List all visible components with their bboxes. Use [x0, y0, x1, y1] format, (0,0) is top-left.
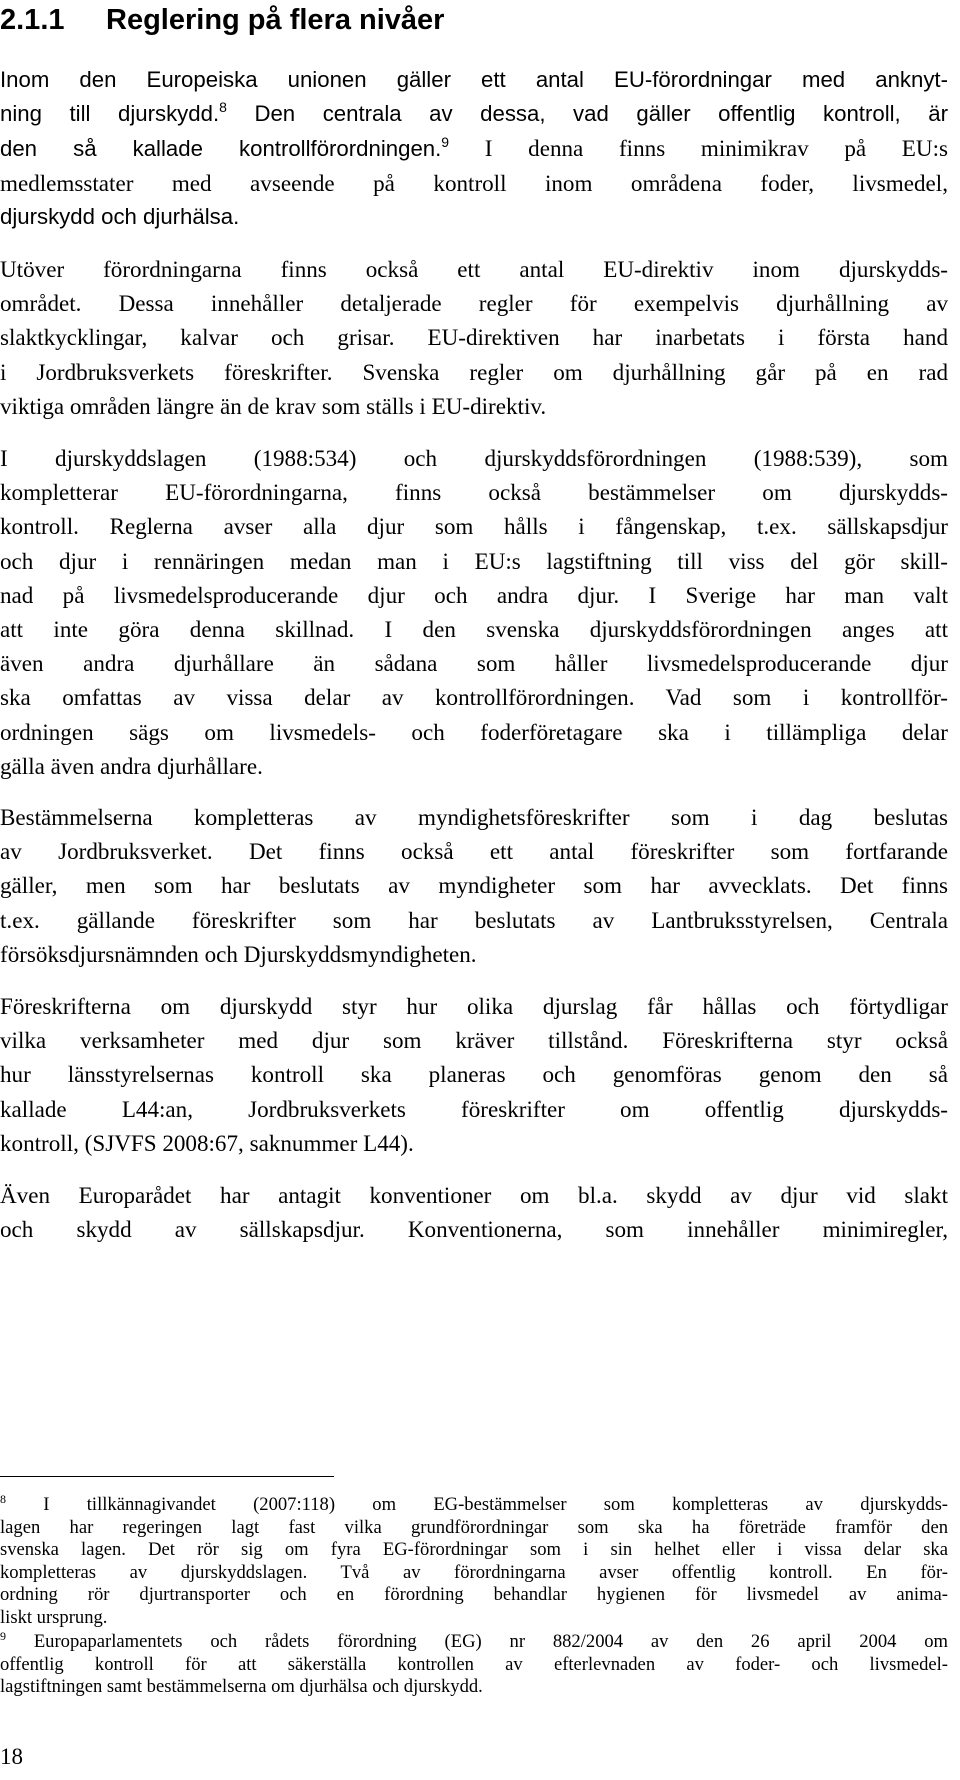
text-line: gälla även andra djurhållare. — [0, 752, 263, 779]
footnote-9 — [0, 1631, 948, 1699]
text-line: och djur i rennäringen medan man i EU:s lagstiftning till viss del gör skill- — [0, 547, 948, 574]
text-line: kompletterar EU-förordningarna, finns också bestämmelser om djurskydds- — [0, 479, 948, 506]
text-line: Föreskrifterna om djurskydd styr hur olika djurslag får hållas och förtydligar — [0, 993, 948, 1019]
footnote-separator — [0, 1476, 334, 1477]
section-title: Reglering på flera nivåer — [106, 4, 445, 36]
text-line: av Jordbruksverket. Det finns också ett antal föreskrifter som fortfarande — [0, 838, 948, 865]
footnote-line: kompletteras av djurskyddslagen. Två av förordningarna avser offentlig kontroll. En för- — [0, 1561, 948, 1583]
text-line: ordningen sägs om livsmedels- och foderföretagare ska i tillämpliga delar — [0, 718, 948, 745]
paragraph-animal-welfare-act — [0, 441, 948, 783]
footnote-ref[interactable]: 8 — [219, 99, 227, 116]
footnote-number: 9 — [0, 1629, 6, 1643]
footnote-line: $^8$ I tillkännagivandet (2007:118) om EG-bestämmelser som kompletteras av djurskydds- — [0, 1492, 948, 1515]
section-heading — [0, 0, 444, 44]
text-line: medlemsstater med avseende på kontroll inom områdena foder, livsmedel, — [0, 169, 948, 196]
footnote-line: offentlig kontroll för att säkerställa kontrollen av efterlevnaden av foder- och livsmedel- — [0, 1653, 948, 1675]
paragraph-eu-regulations — [0, 63, 948, 234]
text-line: ska omfattas av vissa delar av kontrollförordningen. Vad som i kontrollför- — [0, 684, 948, 711]
section-number: 2.1.1 — [0, 4, 65, 36]
footnote-ref[interactable]: 9 — [441, 134, 450, 151]
paragraph-council-of-europe — [0, 1178, 948, 1246]
text-line: gäller, men som har beslutats av myndigheter som har avvecklats. Det finns — [0, 872, 948, 899]
text-line: viktiga områden längre än de krav som ställs i EU-direktiv. — [0, 392, 547, 419]
text-line: Bestämmelserna kompletteras av myndighetsföreskrifter som i dag beslutas — [0, 804, 948, 830]
text-line: I djurskyddslagen (1988:534) och djurskyddsförordningen (1988:539), som — [0, 445, 948, 471]
footnote-line: $^9$ Europaparlamentets och rådets förordning (EG) nr 882/2004 av den 26 april 2004 om — [0, 1629, 948, 1652]
paragraph-regulations-control — [0, 989, 948, 1160]
paragraph-regulations-supplemented — [0, 800, 948, 971]
paragraph-eu-directives — [0, 252, 948, 423]
text-line: ning till djurskydd.$^8$ Den centrala av dessa, vad gäller offentlig kontroll, är — [0, 99, 948, 127]
text-line: och skydd av sällskapsdjur. Konventionerna, som innehåller minimiregler, — [0, 1216, 948, 1243]
footnote-line: ordning rör djurtransporter och en förordning behandlar hygienen för livsmedel av anima- — [0, 1584, 948, 1605]
text-line: nad på livsmedelsproducerande djur och andra djur. I Sverige har man valt — [0, 581, 948, 608]
footnote-line: lagen har regeringen lagt fast vilka grundförordningar som ska ha företräde framför den — [0, 1516, 948, 1538]
text-line: området. Dessa innehåller detaljerade regler för exempelvis djurhållning av — [0, 290, 948, 317]
footnote-line: liskt ursprung. — [0, 1606, 108, 1628]
text-line: hur länsstyrelsernas kontroll ska planeras och genomföras genom den så — [0, 1061, 948, 1088]
footnote-number: 8 — [0, 1492, 6, 1506]
text-line: vilka verksamheter med djur som kräver tillstånd. Föreskrifterna styr också — [0, 1027, 948, 1054]
page-number: 18 — [0, 1744, 23, 1769]
text-line: kontroll, (SJVFS 2008:67, saknummer L44). — [0, 1129, 414, 1156]
text-line: Utöver förordningarna finns också ett antal EU-direktiv inom djurskydds- — [0, 256, 948, 282]
text-line: försöksdjursnämnden och Djurskyddsmyndigheten. — [0, 940, 477, 967]
footnote-line: lagstiftningen samt bestämmelserna om djurhälsa och djurskydd. — [0, 1676, 483, 1697]
text-line: Inom den Europeiska unionen gäller ett antal EU-förordningar med anknyt- — [0, 67, 948, 92]
text-line: t.ex. gällande föreskrifter som har beslutats av Lantbruksstyrelsen, Centrala — [0, 906, 948, 933]
text-line: slaktkycklingar, kalvar och grisar. EU-direktiven har inarbetats i första hand — [0, 324, 948, 351]
text-line: den så kallade kontrollförordningen.$^9$ I denna finns minimikrav på EU:s — [0, 134, 948, 162]
text-line: kallade L44:an, Jordbruksverkets föreskrifter om offentlig djurskydds- — [0, 1095, 948, 1122]
text-line: i Jordbruksverkets föreskrifter. Svenska regler om djurhållning går på en rad — [0, 358, 948, 385]
text-line: även andra djurhållare än sådana som håller livsmedelsproducerande djur — [0, 650, 948, 677]
footnote-line: svenska lagen. Det rör sig om fyra EG-förordningar som i sin helhet eller i vissa delar ska — [0, 1539, 948, 1560]
text-line: djurskydd och djurhälsa. — [0, 203, 240, 229]
text-line: att inte göra denna skillnad. I den svenska djurskyddsförordningen anges att — [0, 615, 948, 642]
footnote-8 — [0, 1494, 948, 1629]
text-line: kontroll. Reglerna avser alla djur som hålls i fångenskap, t.ex. sällskapsdjur — [0, 513, 948, 540]
text-line: Även Europarådet har antagit konventioner om bl.a. skydd av djur vid slakt — [0, 1182, 948, 1208]
